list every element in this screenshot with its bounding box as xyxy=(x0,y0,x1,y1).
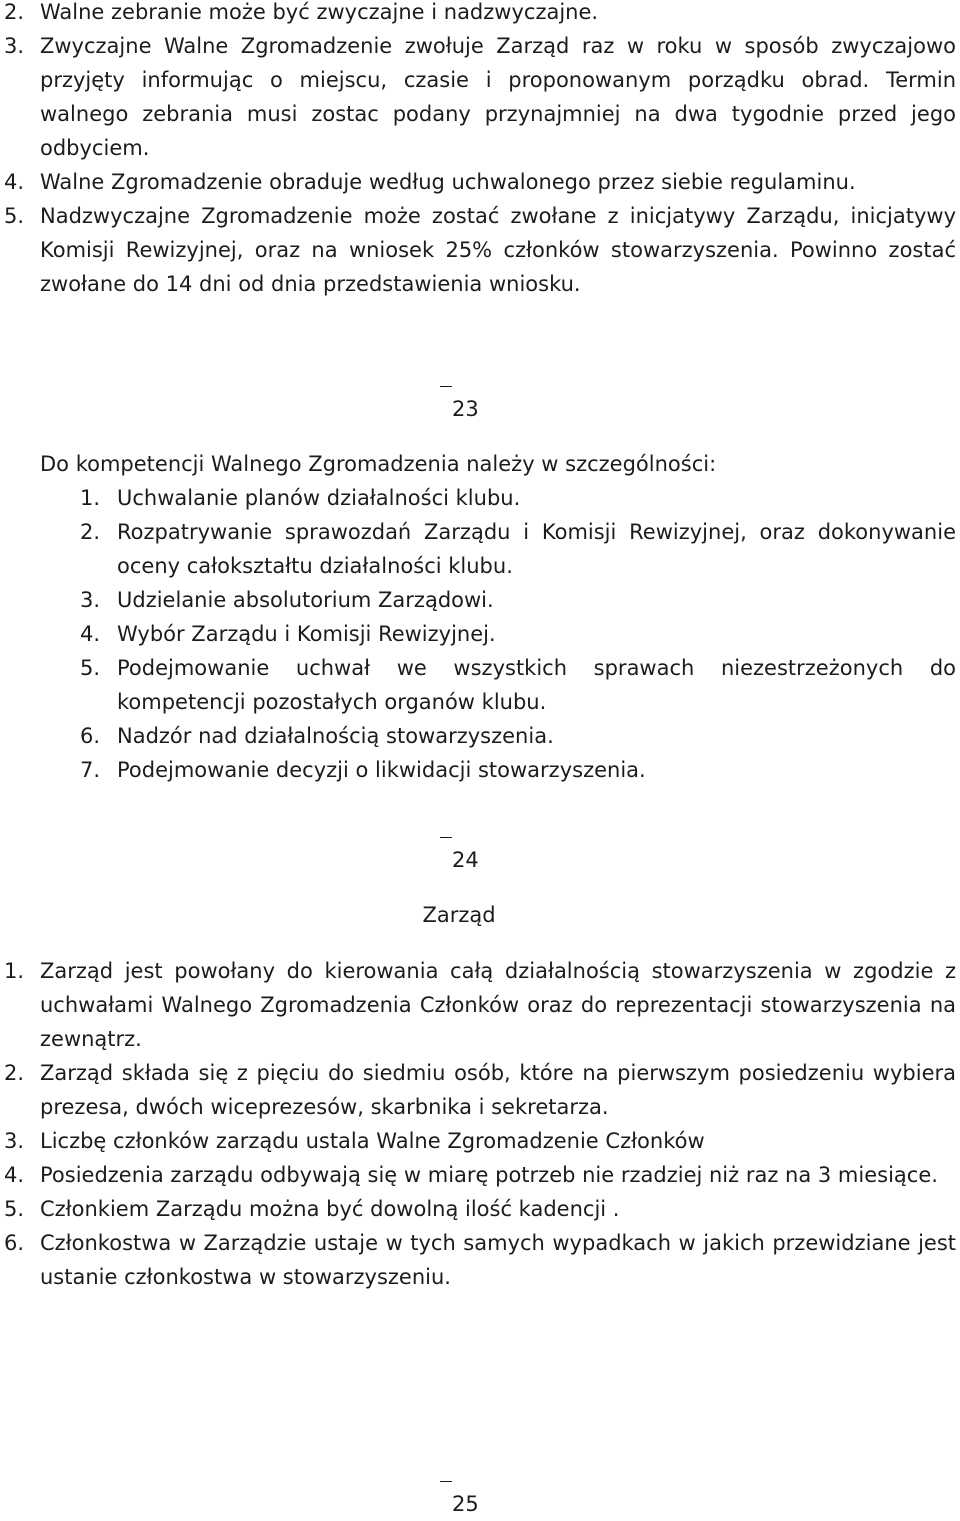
paragraph-text: Walne zebranie może być zwyczajne i nadzwyczajne. xyxy=(40,0,599,24)
paragraph-text: Posiedzenia zarządu odbywają się w miarę potrzeb nie rzadziej niż raz na 3 miesiące. xyxy=(40,1163,938,1187)
paragraph-text: Zwyczajne Walne Zgromadzenie zwołuje Zarząd raz w roku w sposób zwyczajowo przyjęty informując o miejscu, czasie i proponowanym porządku obrad. Termin walnego zebrania musi zostac podany przynajmniej na dwa tygodnie przed jego odbyciem. xyxy=(40,34,956,160)
section-24-list xyxy=(0,954,960,1294)
list-item xyxy=(0,617,960,651)
list-item-number: 3. xyxy=(80,588,101,612)
paragraph-number: 6. xyxy=(4,1231,25,1255)
list-item-number: 1. xyxy=(80,486,101,510)
section-number: 24 xyxy=(452,848,479,872)
section-symbol xyxy=(438,392,452,426)
paragraph xyxy=(0,1124,960,1158)
paragraph-number: 5. xyxy=(4,1197,25,1221)
list-item xyxy=(0,719,960,753)
list-item xyxy=(0,515,960,583)
paragraph-text: Członkiem Zarządu można być dowolną ilość kadencji . xyxy=(40,1197,620,1221)
paragraph-number: 1. xyxy=(4,959,25,983)
paragraph-text: Walne Zgromadzenie obraduje według uchwalonego przez siebie regulaminu. xyxy=(40,170,856,194)
section22-continuation xyxy=(0,0,960,301)
section-symbol xyxy=(438,1487,452,1521)
paragraph xyxy=(0,0,960,29)
list-item xyxy=(0,651,960,719)
section-23-heading xyxy=(438,392,518,426)
paragraph xyxy=(0,199,960,301)
paragraph xyxy=(0,165,960,199)
list-item-number: 7. xyxy=(80,758,101,782)
list-item xyxy=(0,481,960,515)
section-number: 23 xyxy=(452,397,479,421)
paragraph xyxy=(0,1192,960,1226)
paragraph xyxy=(0,1056,960,1124)
list-item-text: Wybór Zarządu i Komisji Rewizyjnej. xyxy=(117,622,496,646)
paragraph-text: Nadzwyczajne Zgromadzenie może zostać zwołane z inicjatywy Zarządu, inicjatywy Komisji Rewizyjnej, oraz na wniosek 25% członków stowarzyszenia. Powinno zostać zwołane do 14 dni od dnia przedstawienia wniosku. xyxy=(40,204,956,296)
paragraph xyxy=(0,29,960,165)
list-item-number: 6. xyxy=(80,724,101,748)
paragraph-number: 4. xyxy=(4,170,25,194)
list-item-number: 5. xyxy=(80,656,101,680)
paragraph-number: 4. xyxy=(4,1163,25,1187)
section-23-list xyxy=(0,481,960,787)
paragraph xyxy=(0,1158,960,1192)
section-25-heading xyxy=(438,1487,518,1521)
section-24-heading xyxy=(438,843,518,877)
list-item-text: Udzielanie absolutorium Zarządowi. xyxy=(117,588,494,612)
list-item-text: Podejmowanie decyzji o likwidacji stowarzyszenia. xyxy=(117,758,646,782)
list-item-text: Nadzór nad działalnością stowarzyszenia. xyxy=(117,724,554,748)
paragraph-number: 2. xyxy=(4,0,25,24)
section-symbol xyxy=(438,843,452,877)
list-item xyxy=(0,753,960,787)
paragraph xyxy=(0,954,960,1056)
section-23-intro: Do kompetencji Walnego Zgromadzenia należy w szczególności: xyxy=(40,452,717,476)
paragraph-number: 3. xyxy=(4,1129,25,1153)
paragraph-text: Zarząd składa się z pięciu do siedmiu osób, które na pierwszym posiedzeniu wybiera prezesa, dwóch wiceprezesów, skarbnika i sekretarza. xyxy=(40,1061,956,1119)
paragraph-number: 5. xyxy=(4,204,25,228)
list-item-text: Uchwalanie planów działalności klubu. xyxy=(117,486,521,510)
list-item-number: 4. xyxy=(80,622,101,646)
list-item-number: 2. xyxy=(80,520,101,544)
paragraph-text: Członkostwa w Zarządzie ustaje w tych samych wypadkach w jakich przewidziane jest ustanie członkostwa w stowarzyszeniu. xyxy=(40,1231,956,1289)
list-item xyxy=(0,583,960,617)
list-item-text: Rozpatrywanie sprawozdań Zarządu i Komisji Rewizyjnej, oraz dokonywanie oceny całokształtu działalności klubu. xyxy=(117,520,956,578)
paragraph-number: 2. xyxy=(4,1061,25,1085)
paragraph-number: 3. xyxy=(4,34,25,58)
paragraph-text: Liczbę członków zarządu ustala Walne Zgromadzenie Członków xyxy=(40,1129,705,1153)
list-item-text: Podejmowanie uchwał we wszystkich sprawach niezestrzeżonych do kompetencji pozostałych organów klubu. xyxy=(117,656,956,714)
section-24-title: Zarząd xyxy=(422,903,496,927)
paragraph xyxy=(0,1226,960,1294)
paragraph-text: Zarząd jest powołany do kierowania całą działalnością stowarzyszenia w zgodzie z uchwałami Walnego Zgromadzenia Członków oraz do reprezentacji stowarzyszenia na zewnątrz. xyxy=(40,959,956,1051)
section-number: 25 xyxy=(452,1492,479,1516)
